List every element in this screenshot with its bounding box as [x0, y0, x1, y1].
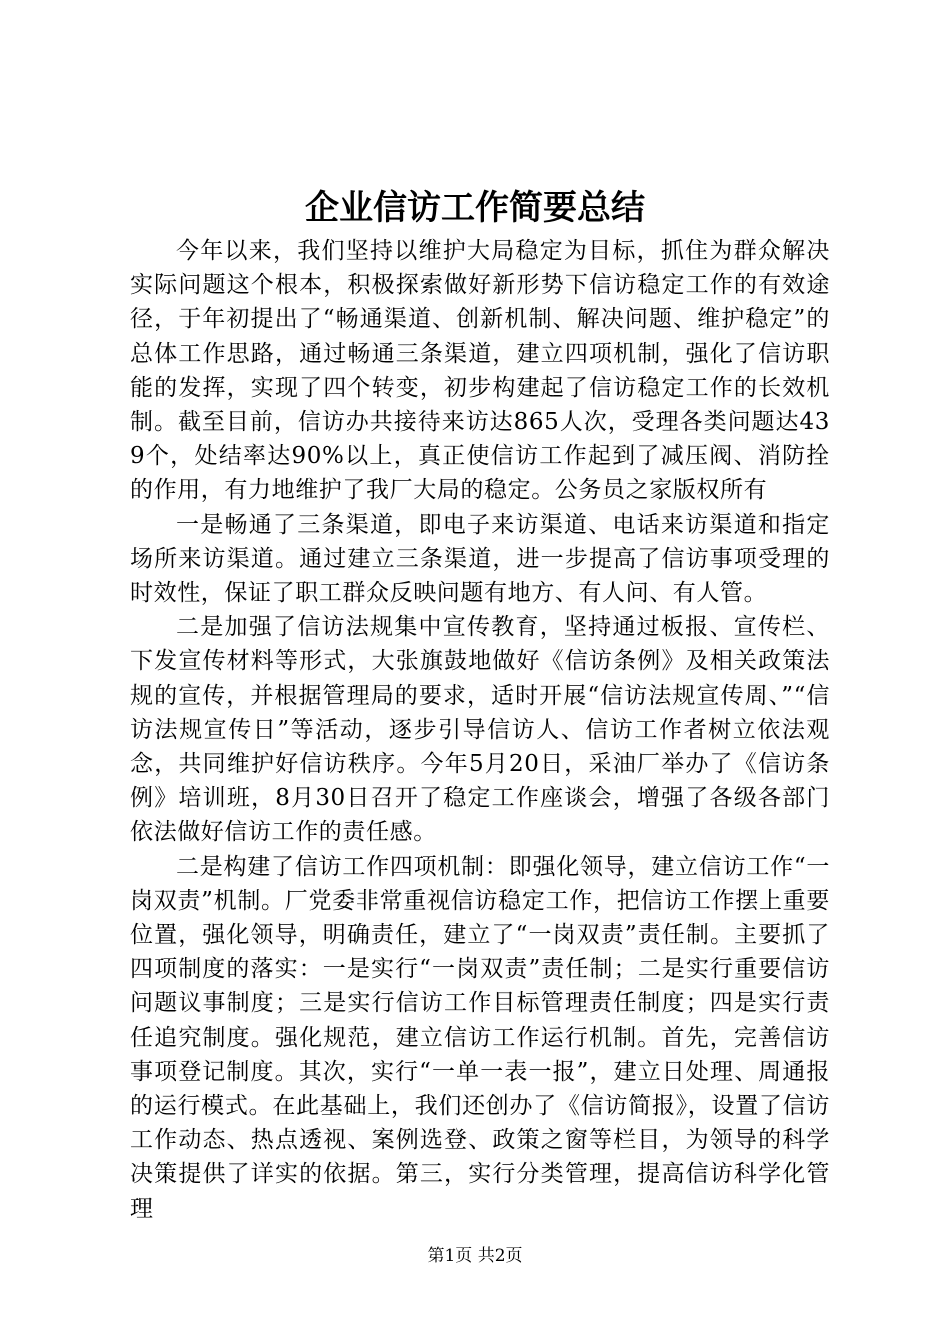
- paragraph-mechanisms: 二是构建了信访工作四项机制：即强化领导，建立信访工作“一岗双责”机制。厂党委非常重视信访稳定工作，把信访工作摆上重要位置，强化领导，明确责任，建立了“一岗双责”责任制。主要抓了四项制度的落实：一是实行“一岗双责”责任制；二是实行重要信访问题议事制度；三是实行信访工作目标管理责任制度；四是实行责任追究制度。强化规范，建立信访工作运行机制。首先，完善信访事项登记制度。其次，实行“一单一表一报”，建立日处理、周通报的运行模式。在此基础上，我们还创办了《信访简报》，设置了信访工作动态、热点透视、案例选登、政策之窗等栏目，为领导的科学决策提供了详实的依据。第三，实行分类管理，提高信访科学化管理: [130, 853, 830, 1222]
- paragraph-publicity: 二是加强了信访法规集中宣传教育，坚持通过板报、宣传栏、下发宣传材料等形式，大张旗鼓地做好《信访条例》及相关政策法规的宣传，并根据管理局的要求，适时开展“信访法规宣传周、”“信访法规宣传日”等活动，逐步引导信访人、信访工作者树立依法观念，共同维护好信访秩序。今年5月20日，采油厂举办了《信访条例》培训班，8月30日召开了稳定工作座谈会，增强了各级各部门依法做好信访工作的责任感。: [130, 614, 830, 846]
- document-body: [130, 234, 830, 1226]
- document-title: 企业信访工作简要总结: [305, 188, 645, 228]
- page-number: 第1页 共2页: [427, 1246, 523, 1266]
- paragraph-channels: 一是畅通了三条渠道，即电子来访渠道、电话来访渠道和指定场所来访渠道。通过建立三条渠道，进一步提高了信访事项受理的时效性，保证了职工群众反映问题有地方、有人问、有人管。: [130, 511, 830, 607]
- paragraph-intro: 今年以来，我们坚持以维护大局稳定为目标，抓住为群众解决实际问题这个根本，积极探索做好新形势下信访稳定工作的有效途径，于年初提出了“畅通渠道、创新机制、解决问题、维护稳定”的总体工作思路，通过畅通三条渠道，建立四项机制，强化了信访职能的发挥，实现了四个转变，初步构建起了信访稳定工作的长效机制。截至目前，信访办共接待来访达865人次，受理各类问题达439个，处结率达90%以上，真正使信访工作起到了减压阀、消防拴的作用，有力地维护了我厂大局的稳定。公务员之家版权所有: [130, 238, 830, 504]
